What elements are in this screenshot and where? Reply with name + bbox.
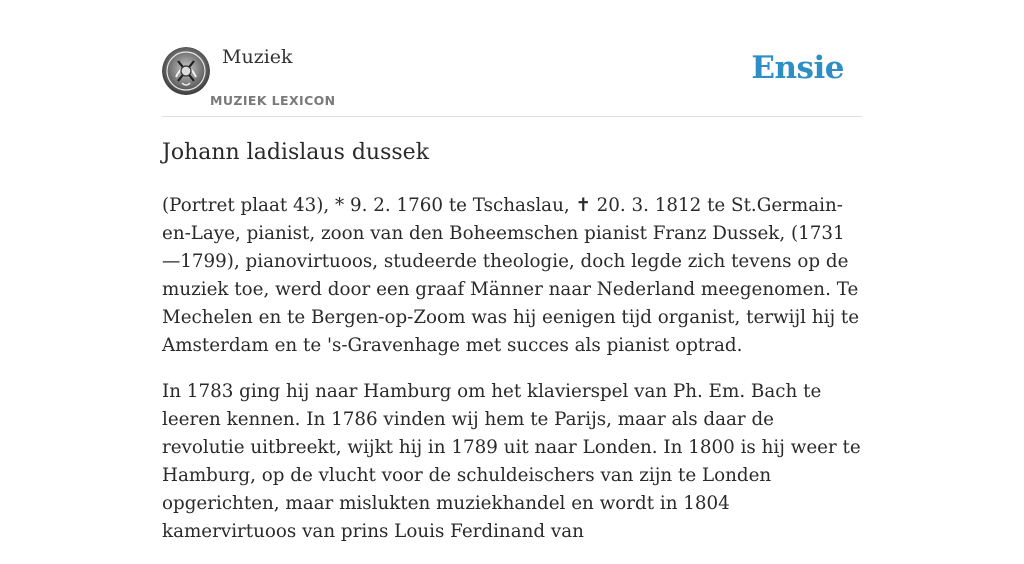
- source-name[interactable]: Muziek: [222, 46, 293, 68]
- paragraph: In 1783 ging hij naar Hamburg om het klavierspel van Ph. Em. Bach te leeren kennen. In 1786 vinden wij hem te Parijs, maar als daar de revolutie uitbreekt, wijkt hij in 1789 uit naar Londen. In 1800 is hij weer te Hamburg, op de vlucht voor de schuldeischers van zijn te Londen opgerichten, maar mislukten muziekhandel en wordt in 1804 kamervirtuoos van prins Louis Ferdinand van: [162, 381, 861, 542]
- source-subtitle[interactable]: MUZIEK LEXICON: [210, 93, 336, 108]
- brand-logo[interactable]: Ensie: [751, 50, 844, 86]
- source-header: [162, 44, 862, 117]
- article-title: Johann ladislaus dussek: [162, 140, 430, 165]
- article-body: [162, 192, 862, 564]
- music-emblem-icon[interactable]: [162, 47, 210, 95]
- paragraph: (Portret plaat 43), * 9. 2. 1760 te Tschaslau, ✝ 20. 3. 1812 te St.Germain-en-Laye, pianist, zoon van den Boheemschen pianist Franz Dussek, (1731—1799), pianovirtuoos, studeerde theologie, doch legde zich tevens op de muziek toe, werd door een graaf Männer naar Nederland meegenomen. Te Mechelen en te Bergen-op-Zoom was hij eenigen tijd organist, terwijl hij te Amsterdam en te 's-Gravenhage met succes als pianist optrad.: [162, 195, 860, 356]
